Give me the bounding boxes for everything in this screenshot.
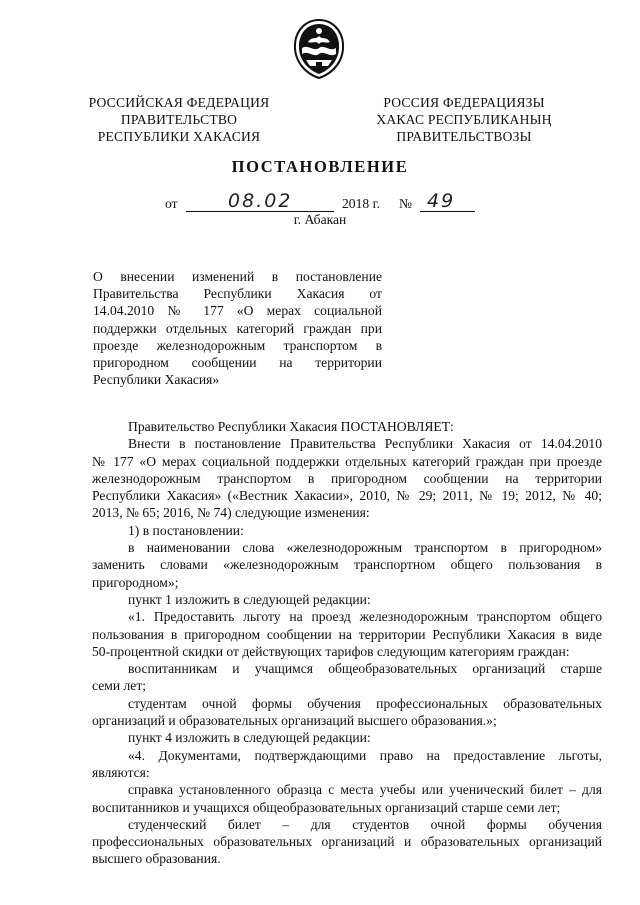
subject-line: 14.04.2010 № 177 «О мерах социальной	[93, 303, 382, 319]
subject-line: поддержки отдельных категорий граждан при	[93, 320, 382, 336]
body-line: Правительство Республики Хакасия ПОСТАНОВЛЯЕТ:	[128, 419, 454, 434]
header-right-line: ХАКАС РЕСПУБЛИКАНЫҢ	[376, 112, 552, 127]
body-line: 1) в постановлении:	[128, 522, 244, 538]
header-left-line: ПРАВИТЕЛЬСТВО	[120, 112, 238, 127]
body-line: справка установленного образца с места учебы или ученический билет – для	[128, 782, 602, 798]
body-line: Внести в постановление Правительства Республики Хакасия от 14.04.2010	[128, 436, 602, 452]
header-left-line: РЕСПУБЛИКИ ХАКАСИЯ	[97, 129, 261, 144]
city-label: г. Абакан	[293, 212, 347, 227]
coat-of-arms-emblem	[288, 18, 350, 80]
subject-line: Республики Хакасия»	[93, 372, 220, 388]
number-handwritten: 49	[427, 190, 456, 212]
body-line: воспитанникам и учащимся общеобразовательных организаций старше	[128, 661, 602, 677]
body-line: студенческий билет – для студентов очной формы обучения	[128, 816, 602, 832]
body-line: воспитанников и учащихся общеобразовательных организаций старше семи лет;	[92, 799, 561, 815]
body-line: № 177 «О мерах социальной поддержки отдельных категорий граждан при проезде	[92, 453, 602, 469]
body-text	[92, 418, 602, 868]
body-line: студентам очной формы обучения профессиональных образовательных	[128, 695, 602, 711]
date-prefix: от	[165, 196, 178, 211]
subject-line: пригородном сообщении на территории	[93, 355, 382, 371]
subject-block	[93, 268, 382, 388]
body-line: 50-процентной скидки от действующих тарифов следующим категориям граждан:	[92, 643, 570, 659]
year-label: 2018 г.	[342, 196, 381, 211]
body-line: 2013, № 65; 2016, № 74) следующие изменения:	[92, 505, 370, 521]
subject-line: Правительства Республики Хакасия от	[93, 286, 382, 302]
body-line: в наименовании слова «железнодорожным транспортом в пригородном»	[128, 540, 602, 556]
body-line: пользования в пригородном сообщении на территории Республики Хакасия в виде	[92, 626, 602, 642]
body-line: пункт 1 изложить в следующей редакции:	[128, 591, 371, 607]
number-label: №	[399, 196, 412, 211]
body-line: заменить словами «железнодорожным транспортном общего пользования в	[92, 557, 602, 573]
header-left	[72, 94, 286, 145]
body-line: профессиональных образовательных организаций и образовательных организаций	[92, 834, 602, 850]
body-line: железнодорожным транспортом в пригородном сообщении на территории	[92, 470, 602, 486]
header-right-line: ПРАВИТЕЛЬСТВОЗЫ	[396, 129, 532, 144]
date-handwritten: 08.02	[228, 190, 293, 212]
body-line: Республики Хакасия» («Вестник Хакасии», 2010, № 29; 2011, № 19; 2012, № 40;	[92, 488, 602, 504]
body-line: являются:	[92, 764, 150, 780]
subject-line: проезде железнодорожным транспортом в	[93, 337, 382, 353]
body-line: семи лет;	[92, 678, 147, 694]
body-line: «4. Документами, подтверждающими право на предоставление льготы,	[128, 747, 602, 763]
header-right-line: РОССИЯ ФЕДЕРАЦИЯЗЫ	[383, 95, 545, 110]
body-line: пригородном»;	[92, 574, 179, 590]
header-right	[350, 94, 578, 145]
header-left-line: РОССИЙСКАЯ ФЕДЕРАЦИЯ	[88, 95, 270, 110]
body-line: организаций и образовательных организаций высшего образования.»;	[92, 713, 497, 729]
body-line: высшего образования.	[92, 851, 221, 867]
body-line: пункт 4 изложить в следующей редакции:	[128, 730, 371, 746]
document-title: ПОСТАНОВЛЕНИЕ	[231, 157, 409, 176]
subject-line: О внесении изменений в постановление	[93, 269, 382, 284]
body-line: «1. Предоставить льготу на проезд железнодорожным транспортом общего	[128, 609, 602, 625]
